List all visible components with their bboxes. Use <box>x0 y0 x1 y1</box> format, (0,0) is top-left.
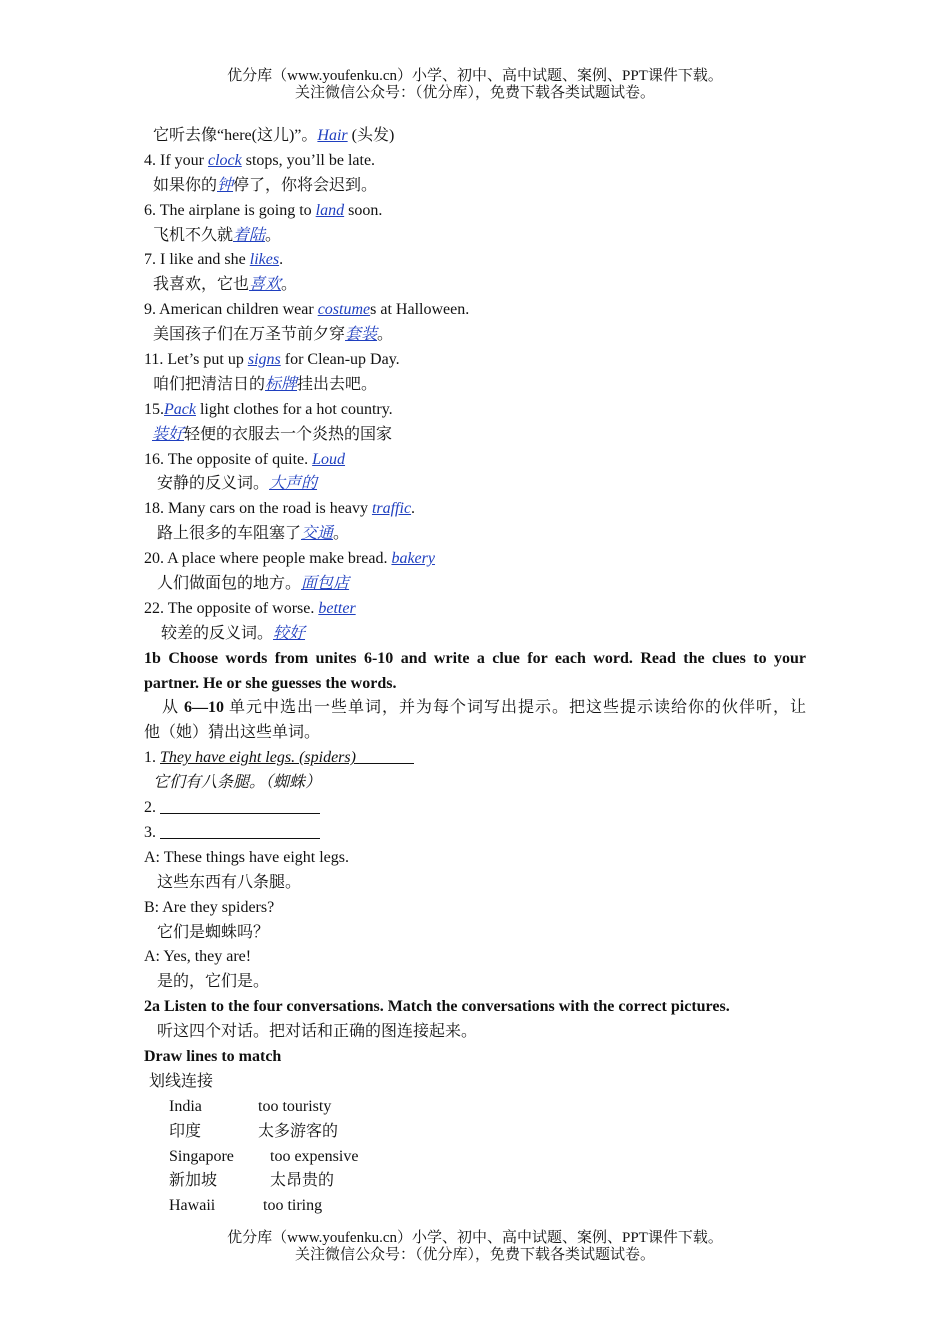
clue-text: light clothes for a hot country. <box>195 400 393 418</box>
clue-line <box>144 497 806 522</box>
answer-word: Loud <box>312 450 346 468</box>
match-country: Singapore <box>169 1147 234 1165</box>
match-description: too tiring <box>263 1197 323 1215</box>
answer-word: traffic <box>371 500 412 518</box>
clue-2 <box>144 796 806 821</box>
clue-line <box>144 448 806 473</box>
clue-text: . <box>411 500 416 518</box>
answer-word: signs <box>247 351 281 369</box>
section-1b-cn-line-2: 他（她）猜出这些单词。 <box>144 724 321 742</box>
answer-word: likes <box>249 251 280 269</box>
match-instruction-cn: 划线连接 <box>149 1072 214 1090</box>
clue-translation <box>144 373 806 398</box>
cn-text: 它听去像“here(这儿)”。 <box>153 127 318 144</box>
cn-text: (头发) <box>347 127 395 144</box>
answer-blank-3[interactable] <box>160 822 320 839</box>
clue-line <box>144 348 806 373</box>
example-answer: They have eight legs. (spiders) <box>160 749 356 767</box>
answer-word-cn: 装好 <box>152 425 185 443</box>
answer-blank-2[interactable] <box>160 797 320 814</box>
clue-text: soon. <box>344 201 383 219</box>
clue-line <box>144 149 806 174</box>
clue-text: 16. The opposite of quite. <box>144 450 313 468</box>
answer-word: better <box>318 599 356 617</box>
match-country: India <box>169 1097 202 1115</box>
header-line-1: 优分库（www.youfenku.cn）小学、初中、高中试题、案例、PPT课件下载。 <box>227 68 723 84</box>
clue-line <box>144 597 806 622</box>
unit-range: 6—10 <box>184 699 224 717</box>
clue-translation <box>144 622 806 647</box>
footer-line-1: 优分库（www.youfenku.cn）小学、初中、高中试题、案例、PPT课件下载。 <box>227 1230 723 1246</box>
example-clue-1 <box>144 746 806 771</box>
cn-text: 人们做面包的地方。 <box>157 575 302 593</box>
clue-line <box>144 248 806 273</box>
document-body <box>144 124 806 1219</box>
clue-translation <box>144 323 806 348</box>
clue-translation <box>144 124 806 149</box>
match-description: 太昂贵的 <box>270 1172 335 1190</box>
clue-text: 4. If your <box>144 151 208 169</box>
dialog-translation: 这些东西有八条腿。 <box>157 873 302 891</box>
clue-line <box>144 298 806 323</box>
match-instruction: Draw lines to match <box>144 1047 282 1065</box>
section-1b-title-line-2: partner. He or she guesses the words. <box>144 674 397 692</box>
match-country: 新加坡 <box>169 1172 218 1190</box>
answer-word-cn: 大声的 <box>269 475 318 493</box>
clue-translation <box>144 472 806 497</box>
cn-text: 安静的反义词。 <box>157 475 270 493</box>
clue-translation <box>144 572 806 597</box>
dialog-line: A: Yes, they are! <box>144 948 252 966</box>
match-description: too touristy <box>258 1097 332 1115</box>
sample-dialog <box>144 846 806 995</box>
item-number: 3. <box>144 823 160 841</box>
clue-text: for Clean-up Day. <box>280 351 400 369</box>
match-description: 太多游客的 <box>258 1122 339 1140</box>
example-clue-1-cn: 它们有八条腿。（蜘蛛） <box>153 774 322 792</box>
header-line-2: 关注微信公众号：（优分库），免费下载各类试题试卷。 <box>294 85 655 101</box>
match-list <box>144 1095 806 1219</box>
cn-text: 挂出去吧。 <box>297 375 378 393</box>
clue-line <box>144 199 806 224</box>
answer-blank-tail <box>356 747 414 764</box>
clue-text: stops, you’ll be late. <box>241 151 376 169</box>
cn-text: 。 <box>377 326 394 344</box>
answer-word-cn: Hair <box>317 127 348 144</box>
match-row <box>144 1169 806 1194</box>
clue-text: 15. <box>144 400 164 418</box>
answer-word: land <box>315 201 345 219</box>
clue-text: s at Halloween. <box>370 301 470 319</box>
section-1b-cn-line-1 <box>144 696 806 721</box>
cn-text: 咱们把清洁日的 <box>153 375 266 393</box>
dialog-translation: 它们是蜘蛛吗？ <box>157 923 270 941</box>
answer-word-cn: 套装 <box>345 326 378 344</box>
clue-translation <box>144 273 806 298</box>
answer-word-cn: 较好 <box>273 624 306 642</box>
match-country: 印度 <box>169 1122 202 1140</box>
cn-text: 。 <box>281 276 298 294</box>
cn-text: 从 <box>162 699 184 717</box>
clue-3 <box>144 821 806 846</box>
vocabulary-clues <box>144 124 806 647</box>
clue-translation <box>144 174 806 199</box>
cn-text: 飞机不久就 <box>153 226 234 244</box>
answer-word-cn: 交通 <box>301 525 334 543</box>
clue-text: 18. Many cars on the road is heavy <box>144 500 372 518</box>
match-country: Hawaii <box>169 1197 216 1215</box>
match-row <box>144 1194 806 1219</box>
match-description: too expensive <box>270 1147 359 1165</box>
page-footer <box>0 1230 950 1264</box>
answer-word: Pack <box>164 400 196 418</box>
answer-word-cn: 标牌 <box>265 375 298 393</box>
clue-text: 7. I like and she <box>144 251 250 269</box>
item-number: 2. <box>144 799 160 817</box>
match-row <box>144 1145 806 1170</box>
answer-word-cn: 喜欢 <box>249 276 282 294</box>
cn-text: 停了，你将会迟到。 <box>233 176 378 194</box>
clue-line <box>144 547 806 572</box>
footer-line-2: 关注微信公众号：（优分库），免费下载各类试题试卷。 <box>294 1247 655 1263</box>
answer-word-cn: 钟 <box>217 176 234 194</box>
clue-text: 20. A place where people make bread. <box>144 550 392 568</box>
cn-text: 。 <box>265 226 282 244</box>
section-2a-cn: 听这四个对话。把对话和正确的图连接起来。 <box>157 1023 478 1041</box>
clue-translation <box>144 423 806 448</box>
cn-text: 。 <box>333 525 350 543</box>
cn-text: 我喜欢，它也 <box>153 276 250 294</box>
cn-text: 路上很多的车阻塞了 <box>157 525 302 543</box>
clue-text: 6. The airplane is going to <box>144 201 316 219</box>
answer-word: clock <box>207 151 242 169</box>
dialog-line: A: These things have eight legs. <box>144 848 349 866</box>
dialog-translation: 是的，它们是。 <box>157 973 270 991</box>
section-2a-title: 2a Listen to the four conversations. Match the conversations with the correct pictures. <box>144 998 730 1016</box>
cn-text: 轻便的衣服去一个炎热的国家 <box>184 425 393 443</box>
cn-text: 如果你的 <box>153 176 218 194</box>
clue-text: 11. Let’s put up <box>144 351 248 369</box>
clue-text: 22. The opposite of worse. <box>144 599 319 617</box>
section-1b-title-line-1: 1b Choose words from unites 6-10 and write a clue for each word. Read the clues to your <box>144 649 806 667</box>
match-row <box>144 1120 806 1145</box>
clue-line <box>144 398 806 423</box>
clue-text: 9. American children wear <box>144 301 318 319</box>
answer-word: bakery <box>391 550 435 568</box>
answer-word: costume <box>317 301 371 319</box>
page-header <box>0 68 950 102</box>
clue-translation <box>144 522 806 547</box>
clue-text: . <box>279 251 284 269</box>
cn-text: 单元中选出一些单词，并为每个词写出提示。把这些提示读给你的伙伴听，让 <box>224 699 806 717</box>
answer-word-cn: 着陆 <box>233 226 266 244</box>
dialog-line: B: Are they spiders? <box>144 898 275 916</box>
match-row <box>144 1095 806 1120</box>
answer-word-cn: 面包店 <box>301 575 350 593</box>
cn-text: 美国孩子们在万圣节前夕穿 <box>153 326 346 344</box>
cn-text: 较差的反义词。 <box>161 624 274 642</box>
clue-translation <box>144 224 806 249</box>
item-number: 1. <box>144 749 160 767</box>
